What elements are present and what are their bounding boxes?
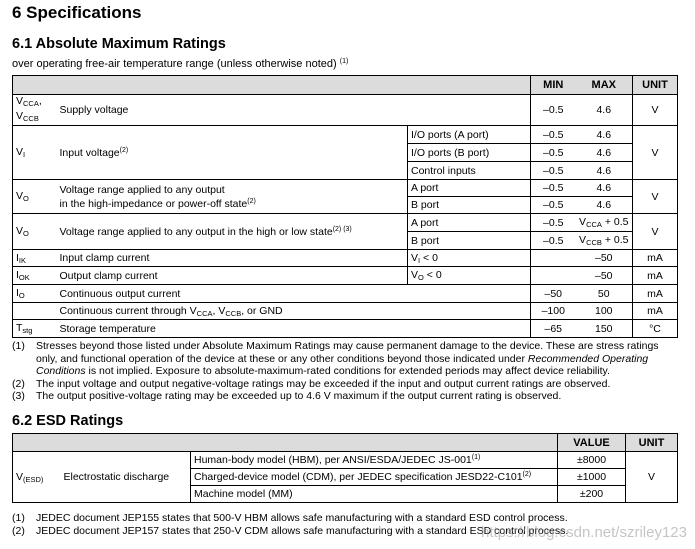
description: Electrostatic discharge bbox=[61, 452, 191, 503]
symbol: $V_O$ bbox=[13, 180, 57, 214]
max: 4.6 bbox=[576, 180, 633, 197]
min: –65 bbox=[531, 320, 576, 338]
max: 4.6 bbox=[576, 95, 633, 126]
footnote-ref: (1) bbox=[339, 58, 349, 65]
header-unit: UNIT bbox=[626, 434, 678, 452]
table-row bbox=[13, 250, 678, 267]
table-row bbox=[13, 303, 678, 320]
unit: mA bbox=[633, 303, 678, 320]
symbol: $V_{CCA}$, $V_{CCB}$ bbox=[13, 95, 57, 126]
header-min: MIN bbox=[531, 76, 576, 95]
table-subtitle bbox=[12, 58, 348, 70]
condition: A port bbox=[408, 180, 531, 197]
unit: mA bbox=[633, 267, 678, 285]
table-row bbox=[13, 180, 678, 197]
symbol: $I_{IK}$ bbox=[13, 250, 57, 267]
description: Storage temperature bbox=[57, 320, 531, 338]
min bbox=[531, 267, 576, 285]
unit: mA bbox=[633, 250, 678, 267]
table-row bbox=[13, 126, 678, 144]
table-row bbox=[13, 214, 678, 232]
condition: I/O ports (B port) bbox=[408, 144, 531, 162]
symbol: $I_O$ bbox=[13, 285, 57, 303]
unit: V bbox=[633, 126, 678, 180]
unit: V bbox=[626, 452, 678, 503]
footnote: (3) The output positive-voltage rating may be exceeded up to 4.6 V maximum if the output current rating is observed. bbox=[12, 390, 562, 402]
symbol: $V_O$ bbox=[13, 214, 57, 250]
table-row bbox=[13, 285, 678, 303]
condition: A port bbox=[408, 214, 531, 232]
condition: B port bbox=[408, 197, 531, 214]
max: 50 bbox=[576, 285, 633, 303]
condition: Control inputs bbox=[408, 162, 531, 180]
table-row bbox=[13, 320, 678, 338]
max: –50 bbox=[576, 267, 633, 285]
footnote: (2) The input voltage and output negative-voltage ratings may be exceeded if the input and output current ratings are observed. bbox=[12, 377, 611, 390]
value: ±1000 bbox=[558, 469, 626, 486]
description: Continuous output current bbox=[57, 285, 531, 303]
value: ±8000 bbox=[558, 452, 626, 469]
subtitle-text: over operating free-air temperature range (unless otherwise noted) bbox=[12, 58, 337, 70]
abs-max-ratings-table bbox=[12, 75, 678, 338]
section-6-1-title: 6.1 Absolute Maximum Ratings bbox=[12, 36, 226, 52]
max: 100 bbox=[576, 303, 633, 320]
description: Voltage range applied to any output in the high or low state$^{(2) (3)}$ bbox=[57, 214, 408, 250]
value: ±200 bbox=[558, 486, 626, 503]
condition: $V_I < 0$ bbox=[408, 250, 531, 267]
max: $V_{CCA} + 0.5$ bbox=[576, 214, 633, 232]
section-title: 6 Specifications bbox=[12, 3, 142, 22]
description: Input voltage$^{(2)}$ bbox=[57, 126, 408, 180]
min: –0.5 bbox=[531, 162, 576, 180]
max: 4.6 bbox=[576, 144, 633, 162]
header-max: MAX bbox=[576, 76, 633, 95]
unit: V bbox=[633, 180, 678, 214]
symbol: $V_I$ bbox=[13, 126, 57, 180]
footnote: (2) JEDEC document JEP157 states that 250-V CDM allows safe manufacturing with a standard ESD control process. bbox=[12, 524, 569, 537]
description: Output clamp current bbox=[57, 267, 408, 285]
condition: B port bbox=[408, 232, 531, 250]
watermark: https://blog.csdn.net/szriley123 bbox=[481, 524, 687, 541]
description: Input clamp current bbox=[57, 250, 408, 267]
description: Supply voltage bbox=[57, 95, 531, 126]
header-unit: UNIT bbox=[633, 76, 678, 95]
condition: $V_O < 0$ bbox=[408, 267, 531, 285]
section-6-2-title: 6.2 ESD Ratings bbox=[12, 413, 124, 429]
symbol: $T_{stg}$ bbox=[13, 320, 57, 338]
footnote: (1) JEDEC document JEP155 states that 500-V HBM allows safe manufacturing with a standard ESD control process. bbox=[12, 512, 568, 524]
condition: Charged-device model (CDM), per JEDEC specification JESD22-C101$^{(2)}$ bbox=[191, 469, 558, 486]
footnotes-6-1 bbox=[12, 340, 677, 403]
max: 4.6 bbox=[576, 162, 633, 180]
condition: Human-body model (HBM), per ANSI/ESDA/JEDEC JS-001$^{(1)}$ bbox=[191, 452, 558, 469]
max: 150 bbox=[576, 320, 633, 338]
min: –0.5 bbox=[531, 144, 576, 162]
condition: I/O ports (A port) bbox=[408, 126, 531, 144]
description: Voltage range applied to any output in the high-impedance or power-off state$^{(2)}$ bbox=[57, 180, 408, 214]
max: 4.6 bbox=[576, 197, 633, 214]
header-row bbox=[13, 434, 678, 452]
max: –50 bbox=[576, 250, 633, 267]
unit: mA bbox=[633, 285, 678, 303]
symbol: $I_{OK}$ bbox=[13, 267, 57, 285]
min: –0.5 bbox=[531, 126, 576, 144]
esd-ratings-table bbox=[12, 433, 678, 503]
unit: V bbox=[633, 214, 678, 250]
header-value: VALUE bbox=[558, 434, 626, 452]
unit: °C bbox=[633, 320, 678, 338]
condition: Machine model (MM) bbox=[191, 486, 558, 503]
min: –0.5 bbox=[531, 197, 576, 214]
min: –0.5 bbox=[531, 214, 576, 232]
min: –100 bbox=[531, 303, 576, 320]
max: 4.6 bbox=[576, 126, 633, 144]
symbol: $V_{(ESD)}$ bbox=[13, 452, 61, 503]
table-row bbox=[13, 267, 678, 285]
footnote: (1) Stresses beyond those listed under Absolute Maximum Ratings may cause permanent damage to the device. These are stress ratings only, and functional operation of the device at these or any other conditions beyond those indicated under Recommended Operating Conditions is not implied. Exposure to absolute-maximum-rated conditions for extended periods may affect device reliability. bbox=[12, 340, 659, 377]
min bbox=[531, 250, 576, 267]
min: –0.5 bbox=[531, 95, 576, 126]
max: $V_{CCB} + 0.5$ bbox=[576, 232, 633, 250]
min: –0.5 bbox=[531, 232, 576, 250]
description: Continuous current through $V_{CCA}$, $V_{CCB}$, or GND bbox=[57, 303, 531, 320]
min: –50 bbox=[531, 285, 576, 303]
table-row bbox=[13, 452, 678, 469]
header-row bbox=[13, 76, 678, 95]
unit: V bbox=[633, 95, 678, 126]
min: –0.5 bbox=[531, 180, 576, 197]
table-row bbox=[13, 95, 678, 126]
